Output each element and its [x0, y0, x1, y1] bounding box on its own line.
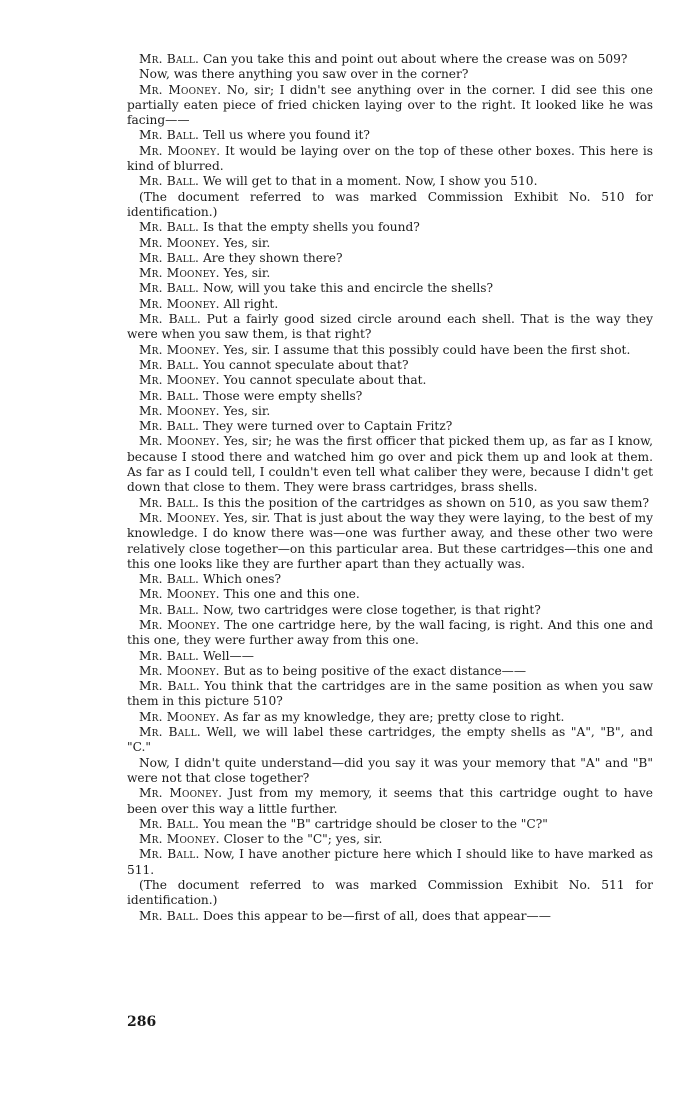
- transcript-paragraph: [127, 52, 653, 67]
- transcript-paragraph: [127, 404, 653, 419]
- paragraph-text: Yes, sir; he was the first officer that picked them up, as far as I know, because I stood there and watched him go over and pick them up and look at them. As far as I could tell, I couldn't even tell what caliber they were, because I didn't get down that close to them. They were brass cartridges, brass shells.: [127, 434, 654, 495]
- speaker-label: Mr. Mooney.: [139, 587, 220, 602]
- transcript-body: [127, 52, 653, 924]
- speaker-label: Mr. Ball.: [139, 388, 200, 403]
- speaker-label: Mr. Ball.: [139, 847, 200, 862]
- paragraph-text: The one cartridge here, by the wall facing, is right. And this one and this one, they were further away from this one.: [127, 617, 654, 648]
- transcript-paragraph: [127, 679, 653, 710]
- paragraph-text: No, sir; I didn't see anything over in the corner. I did see this one partially eaten piece of fried chicken laying over to the right. It looked like he was facing——: [127, 82, 653, 128]
- speaker-label: Mr. Ball.: [139, 495, 200, 510]
- transcript-paragraph: [127, 725, 653, 756]
- transcript-paragraph: [127, 572, 653, 587]
- paragraph-text: Yes, sir.: [219, 403, 271, 418]
- paragraph-text: We will get to that in a moment. Now, I show you 510.: [199, 174, 538, 189]
- speaker-label: Mr. Mooney.: [139, 296, 220, 311]
- paragraph-text: Just from my memory, it seems that this cartridge ought to have been over this way a little further.: [127, 786, 654, 816]
- paragraph-text: You mean the "B" cartridge should be closer to the "C?": [199, 816, 548, 831]
- speaker-label: Mr. Ball.: [139, 174, 200, 189]
- paragraph-text: Yes, sir.: [219, 266, 271, 281]
- speaker-label: Mr. Mooney.: [139, 143, 221, 158]
- paragraph-text: (The document referred to was marked Commission Exhibit No. 511 for identification.): [127, 878, 653, 908]
- speaker-label: Mr. Mooney.: [139, 403, 220, 418]
- transcript-paragraph: [127, 312, 653, 343]
- paragraph-text: Yes, sir. That is just about the way they were laying, to the best of my knowledge. I do know there was—one was further away, and these other two were relatively close together—on this particular area. But these cartridges—this one and this one looks like they are further apart than they actually was.: [127, 510, 653, 571]
- paragraph-text: Yes, sir.: [219, 235, 271, 250]
- transcript-paragraph: [127, 618, 653, 649]
- transcript-paragraph: [127, 587, 653, 602]
- transcript-paragraph: [127, 603, 653, 618]
- speaker-label: Mr. Mooney.: [139, 434, 220, 449]
- paragraph-text: Now, will you take this and encircle the shells?: [199, 281, 494, 296]
- speaker-label: Mr. Ball.: [139, 281, 200, 296]
- paragraph-text: Well, we will label these cartridges, the empty shells as "A", "B", and "C.": [127, 725, 653, 755]
- transcript-paragraph: [127, 832, 653, 847]
- speaker-label: Mr. Ball.: [139, 128, 200, 143]
- transcript-paragraph: [127, 220, 653, 235]
- speaker-label: Mr. Mooney.: [139, 786, 223, 801]
- transcript-paragraph: [127, 174, 653, 189]
- paragraph-text: Now, I have another picture here which I should like to have marked as 511.: [127, 847, 653, 877]
- speaker-label: Mr. Ball.: [139, 312, 201, 327]
- speaker-label: Mr. Ball.: [139, 816, 200, 831]
- paragraph-text: Put a fairly good sized circle around each shell. That is the way they were when you saw them, is that right?: [127, 312, 653, 342]
- transcript-paragraph: [127, 511, 653, 572]
- transcript-paragraph: [127, 144, 653, 175]
- transcript-paragraph: [127, 419, 653, 434]
- transcript-paragraph: [127, 664, 653, 679]
- transcript-paragraph: [127, 281, 653, 296]
- paragraph-text: Is that the empty shells you found?: [199, 220, 420, 235]
- transcript-paragraph: [127, 434, 653, 495]
- speaker-label: Mr. Ball.: [139, 725, 201, 740]
- speaker-label: Mr. Mooney.: [139, 510, 220, 525]
- transcript-paragraph: [127, 343, 653, 358]
- paragraph-text: Now, two cartridges were close together, is that right?: [199, 602, 541, 617]
- paragraph-text: They were turned over to Captain Fritz?: [199, 419, 453, 434]
- paragraph-text: Does this appear to be—first of all, does that appear——: [199, 908, 551, 923]
- speaker-label: Mr. Mooney.: [139, 709, 220, 724]
- transcript-paragraph: [127, 128, 653, 143]
- paragraph-text: Closer to the "C"; yes, sir.: [219, 832, 383, 847]
- transcript-paragraph: [127, 83, 653, 129]
- speaker-label: Mr. Ball.: [139, 602, 200, 617]
- paragraph-text: You cannot speculate about that?: [199, 357, 409, 372]
- paragraph-text: Are they shown there?: [199, 250, 343, 265]
- transcript-paragraph: [127, 756, 653, 787]
- speaker-label: Mr. Ball.: [139, 357, 200, 372]
- paragraph-text: You cannot speculate about that.: [219, 373, 427, 388]
- transcript-paragraph: [127, 266, 653, 281]
- speaker-label: Mr. Mooney.: [139, 832, 220, 847]
- transcript-paragraph: [127, 190, 653, 221]
- transcript-paragraph: [127, 373, 653, 388]
- speaker-label: Mr. Ball.: [139, 572, 200, 587]
- transcript-paragraph: [127, 389, 653, 404]
- speaker-label: Mr. Ball.: [139, 908, 200, 923]
- speaker-label: Mr. Ball.: [139, 250, 200, 265]
- speaker-label: Mr. Mooney.: [139, 266, 220, 281]
- transcript-paragraph: [127, 67, 653, 82]
- speaker-label: Mr. Mooney.: [139, 235, 220, 250]
- paragraph-text: Which ones?: [199, 572, 281, 587]
- page-number: 286: [127, 1014, 157, 1030]
- transcript-paragraph: [127, 649, 653, 664]
- paragraph-text: It would be laying over on the top of these other boxes. This here is kind of blurred.: [127, 143, 653, 174]
- speaker-label: Mr. Ball.: [139, 220, 200, 235]
- transcript-paragraph: [127, 878, 653, 909]
- transcript-paragraph: [127, 358, 653, 373]
- speaker-label: Mr. Ball.: [139, 648, 200, 663]
- transcript-paragraph: [127, 251, 653, 266]
- paragraph-text: Yes, sir. I assume that this possibly could have been the first shot.: [219, 342, 631, 357]
- speaker-label: Mr. Mooney.: [139, 617, 221, 632]
- transcript-paragraph: [127, 909, 653, 924]
- speaker-label: Mr. Mooney.: [139, 342, 220, 357]
- speaker-label: Mr. Ball.: [139, 679, 200, 694]
- paragraph-text: You think that the cartridges are in the same position as when you saw them in this picture 510?: [127, 679, 654, 709]
- paragraph-text: All right.: [219, 296, 279, 311]
- paragraph-text: Now, I didn't quite understand—did you say it was your memory that "A" and "B" were not that close together?: [127, 755, 653, 785]
- paragraph-text: This one and this one.: [219, 587, 360, 602]
- transcript-paragraph: [127, 496, 653, 511]
- paragraph-text: Tell us where you found it?: [199, 128, 370, 143]
- speaker-label: Mr. Mooney.: [139, 373, 220, 388]
- paragraph-text: (The document referred to was marked Commission Exhibit No. 510 for identification.): [127, 189, 653, 219]
- paragraph-text: Can you take this and point out about where the crease was on 509?: [199, 52, 628, 66]
- transcript-paragraph: [127, 297, 653, 312]
- paragraph-text: Now, was there anything you saw over in the corner?: [139, 67, 469, 82]
- paragraph-text: But as to being positive of the exact distance——: [219, 663, 527, 678]
- transcript-paragraph: [127, 786, 653, 817]
- speaker-label: Mr. Mooney.: [139, 82, 222, 97]
- speaker-label: Mr. Mooney.: [139, 663, 220, 678]
- speaker-label: Mr. Ball.: [139, 52, 200, 66]
- speaker-label: Mr. Ball.: [139, 419, 200, 434]
- paragraph-text: Well——: [199, 648, 254, 663]
- transcript-paragraph: [127, 817, 653, 832]
- transcript-paragraph: [127, 847, 653, 878]
- transcript-paragraph: [127, 710, 653, 725]
- paragraph-text: As far as my knowledge, they are; pretty close to right.: [219, 709, 565, 724]
- paragraph-text: Is this the position of the cartridges as shown on 510, as you saw them?: [199, 495, 649, 510]
- transcript-paragraph: [127, 236, 653, 251]
- paragraph-text: Those were empty shells?: [199, 388, 363, 403]
